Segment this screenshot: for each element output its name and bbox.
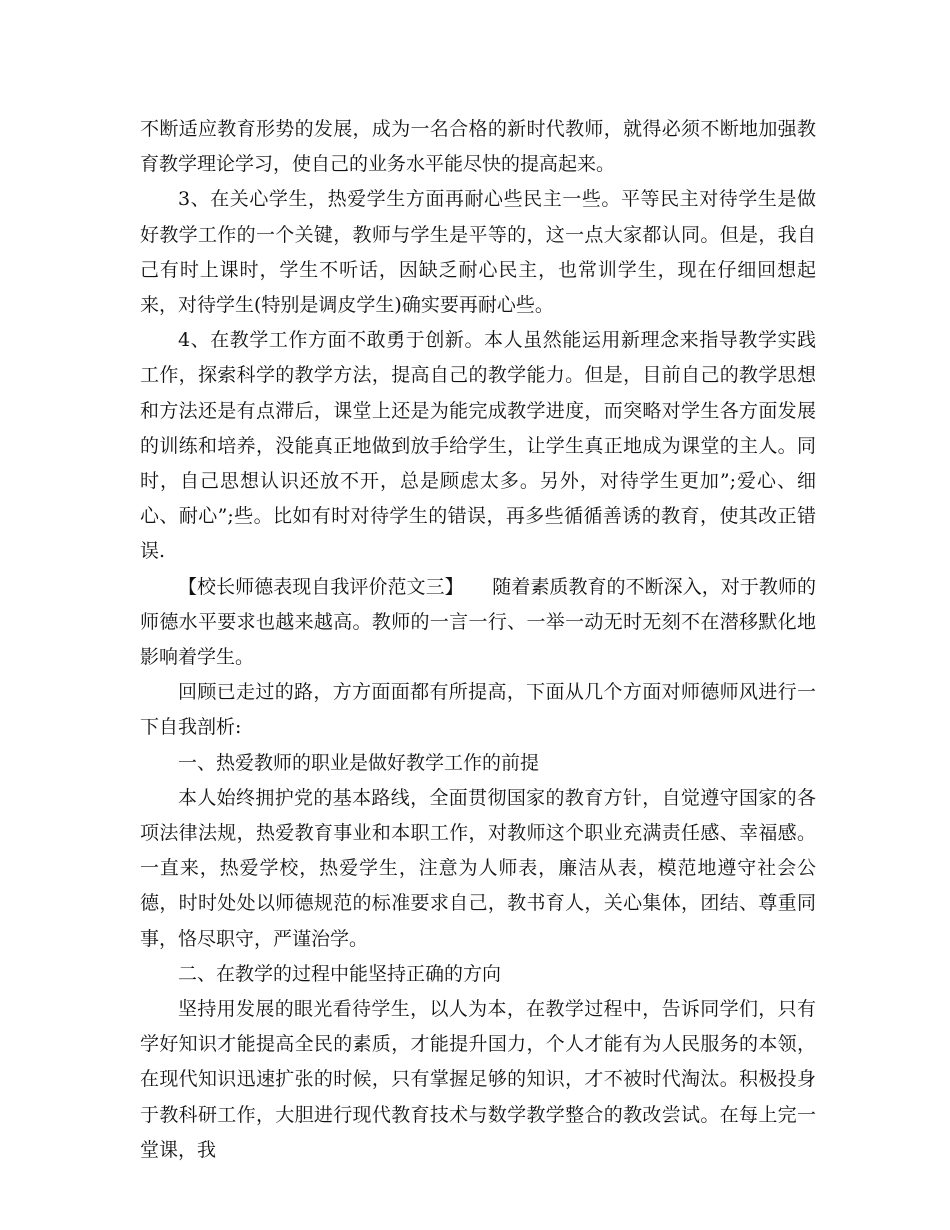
paragraph-point-4: 4、在教学工作方面不敢勇于创新。本人虽然能运用新理念来指导教学实践工作，探索科学的教学方法，提高自己的教学能力。但是，目前自己的教学思想和方法还是有点滞后，课堂上还是为能完成教学进度，而突略对学生各方面发展的训练和培养，没能真正地做到放手给学生，让学生真正地成为课堂的主人。同时，自己思想认识还放不开，总是顾虑太多。另外，对待学生更加”;爱心、细心、耐心”;些。比如有时对待学生的错误，再多些循循善诱的教育，使其改正错误. bbox=[140, 329, 816, 563]
paragraph-continuation: 不断适应教育形势的发展，成为一名合格的新时代教师，就得必须不断地加强教育教学理论学习，使自己的业务水平能尽快的提高起来。 bbox=[140, 118, 816, 176]
paragraph-point-3: 3、在关心学生，热爱学生方面再耐心些民主一些。平等民主对待学生是做好教学工作的一个关键，教师与学生是平等的，这一点大家都认同。但是，我自己有时上课时，学生不听话，因缺乏耐心民主，也常训学生，现在仔细回想起来，对待学生(特别是调皮学生)确实要再耐心些。 bbox=[140, 188, 816, 317]
paragraph-section-1-body: 本人始终拥护党的基本路线，全面贯彻国家的教育方针，自觉遵守国家的各项法律法规，热爱教育事业和本职工作，对教师这个职业充满责任感、幸福感。一直来，热爱学校，热爱学生，注意为人师表，廉洁从表，模范地遵守社会公德，时时处处以师德规范的标准要求自己，教书育人，关心集体，团结、尊重同事，恪尽职守，严谨治学。 bbox=[140, 786, 816, 950]
section-heading-2: 二、在教学的过程中能坚持正确的方向 bbox=[178, 962, 502, 985]
paragraph-review: 回顾已走过的路，方方面面都有所提高，下面从几个方面对师德师风进行一下自我剖析: bbox=[140, 681, 816, 739]
section-heading-1: 一、热爱教师的职业是做好教学工作的前提 bbox=[178, 751, 540, 774]
paragraph-section-2-body: 坚持用发展的眼光看待学生，以人为本，在教学过程中，告诉同学们，只有学好知识才能提高全民的素质，才能提升国力，个人才能有为人民服务的本领，在现代知识迅速扩张的时候，只有掌握足够的知识，才不被时代淘汰。积极投身于教科研工作，大胆进行现代教育技术与数学教学整合的教改尝试。在每上完一堂课，我 bbox=[140, 998, 816, 1161]
document-body bbox=[140, 112, 816, 1168]
paragraph-essay-three-intro: 【校长师德表现自我评价范文三】 随着素质教育的不断深入，对于教师的师德水平要求也越来越高。教师的一言一行、一举一动无时无刻不在潜移默化地影响着学生。 bbox=[140, 575, 816, 669]
